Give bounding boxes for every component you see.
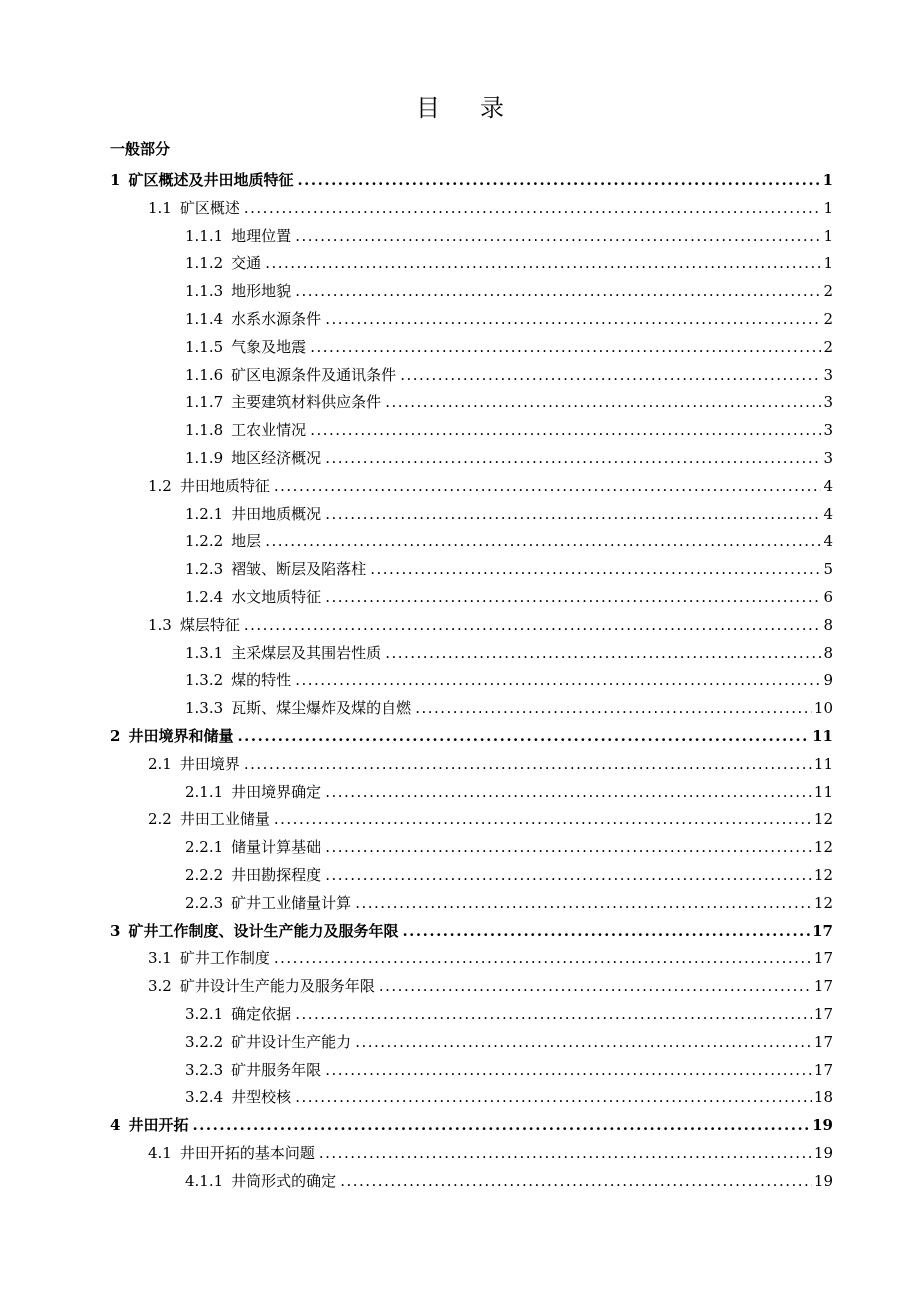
toc-entry-label: 矿井设计生产能力 (231, 1032, 352, 1051)
toc-entry-number: 1.3.1 (185, 643, 224, 662)
toc-entry-label: 井型校核 (231, 1088, 292, 1107)
toc-entry-page: 11 (813, 782, 833, 801)
toc-entry-page: 19 (812, 1116, 833, 1135)
toc-entry[interactable] (148, 944, 833, 972)
toc-leader-dots (355, 1032, 812, 1052)
toc-entry-number: 2 (110, 727, 121, 745)
toc-entry[interactable] (185, 1056, 833, 1084)
toc-entry-page: 4 (823, 532, 833, 551)
toc-entry-label: 矿井工作制度 (179, 949, 270, 968)
toc-entry[interactable] (185, 694, 833, 722)
toc-entry-label: 地理位置 (231, 226, 292, 245)
toc-entry-page: 17 (813, 1060, 833, 1079)
toc-entry[interactable] (185, 527, 833, 555)
toc-entry[interactable] (185, 833, 833, 861)
toc-entry-label: 确定依据 (231, 1005, 292, 1023)
toc-entry-label: 矿井工作制度、设计生产能力及服务年限 (128, 921, 399, 940)
toc-entry-page: 8 (823, 643, 833, 662)
toc-entry-page: 19 (813, 1171, 833, 1190)
toc-entry-page: 17 (813, 977, 833, 996)
toc-entry-number: 1.2.2 (185, 532, 224, 551)
toc-entry-number: 1.1.4 (185, 310, 224, 328)
toc-entry-label: 井田开拓的基本问题 (179, 1144, 315, 1162)
toc-entry-label: 井田境界确定 (231, 782, 322, 801)
toc-leader-dots (295, 1004, 812, 1024)
toc-leader-dots (340, 1171, 812, 1191)
toc-entry-label: 地形地貌 (231, 282, 292, 301)
toc-entry-page: 3 (823, 449, 833, 467)
toc-entry-page: 19 (813, 1144, 833, 1162)
toc-entry-number: 1.1.7 (185, 393, 224, 412)
toc-entry-number: 3.1 (148, 949, 172, 968)
toc-entry-page: 10 (813, 699, 833, 718)
toc-entry-number: 1.1.8 (185, 421, 224, 440)
toc-entry-page: 12 (813, 838, 833, 857)
toc-entry-number: 1.3.2 (185, 671, 224, 690)
toc-entry[interactable] (185, 861, 833, 889)
toc-entry-number: 3 (110, 921, 121, 940)
toc-entry-number: 2.2 (148, 810, 172, 829)
toc-entry[interactable] (185, 416, 833, 444)
toc-entry-number: 1.2 (148, 476, 172, 495)
toc-leader-dots (325, 309, 821, 329)
toc-entry-page: 11 (813, 754, 833, 773)
toc-leader-dots (295, 670, 821, 690)
toc-entry[interactable] (185, 1167, 833, 1195)
toc-entry-page: 1 (822, 171, 833, 189)
toc-leader-dots (415, 698, 812, 718)
toc-leader-dots (244, 754, 812, 774)
toc-entry-label: 地层 (231, 532, 262, 551)
toc-entry[interactable] (185, 555, 833, 583)
toc-entry[interactable] (185, 388, 833, 416)
toc-entry-number: 3.2.2 (185, 1032, 224, 1051)
toc-leader-dots (295, 226, 821, 246)
toc-entry-number: 1 (110, 171, 121, 189)
toc-entry-number: 4.1 (148, 1144, 172, 1162)
toc-entry-number: 1.2.4 (185, 588, 224, 606)
toc-entry[interactable] (110, 166, 833, 194)
toc-entry-label: 井田开拓 (128, 1116, 189, 1135)
toc-entry[interactable] (185, 583, 833, 611)
toc-entry-page: 17 (813, 1032, 833, 1051)
toc-leader-dots (310, 337, 821, 357)
toc-entry-page: 1 (823, 198, 833, 217)
toc-entry-page: 2 (823, 310, 833, 328)
toc-entry-number: 2.2.1 (185, 838, 224, 857)
toc-entry-page: 17 (813, 949, 833, 968)
toc-leader-dots (325, 587, 821, 607)
toc-entry-label: 矿井工业储量计算 (231, 893, 352, 912)
toc-entry-page: 17 (813, 1005, 833, 1023)
toc-leader-dots (325, 448, 821, 468)
toc-entry-number: 4 (110, 1116, 121, 1135)
toc-leader-dots (325, 1060, 812, 1080)
toc-leader-dots (297, 170, 820, 190)
toc-entry-page: 17 (812, 921, 833, 940)
toc-entry-number: 2.1.1 (185, 782, 224, 801)
toc-entry-page: 1 (823, 226, 833, 245)
toc-entry-number: 2.2.2 (185, 866, 224, 884)
toc-entry-label: 瓦斯、煤尘爆炸及煤的自燃 (231, 699, 412, 718)
toc-leader-dots (400, 365, 821, 385)
toc-entry-label: 井筒形式的确定 (231, 1171, 337, 1190)
toc-entry[interactable] (185, 666, 833, 694)
toc-entry-number: 1.2.1 (185, 504, 224, 523)
toc-entry-page: 2 (823, 282, 833, 301)
toc-leader-dots (325, 837, 812, 857)
toc-leader-dots (355, 893, 812, 913)
toc-entry-label: 矿区概述 (179, 198, 240, 217)
toc-entry-number: 1.1.2 (185, 254, 224, 273)
toc-entry-page: 3 (823, 393, 833, 412)
toc-entry[interactable] (148, 611, 833, 639)
toc-entry-number: 1.3.3 (185, 699, 224, 718)
toc-entry[interactable] (110, 722, 833, 750)
toc-entry[interactable] (148, 472, 833, 500)
toc-leader-dots (310, 420, 821, 440)
toc-entry[interactable] (185, 1028, 833, 1056)
toc-entry-label: 煤的特性 (231, 671, 292, 690)
toc-entry-number: 3.2.1 (185, 1005, 224, 1023)
toc-entry[interactable] (185, 305, 833, 333)
toc-entry[interactable] (148, 1139, 833, 1167)
toc-entry-page: 9 (823, 671, 833, 690)
toc-leader-dots (265, 253, 821, 273)
toc-entry-page: 11 (812, 727, 833, 745)
toc-entry[interactable] (185, 1000, 833, 1028)
toc-entry-label: 主要建筑材料供应条件 (231, 393, 382, 412)
toc-entry-label: 矿井服务年限 (231, 1060, 322, 1079)
toc-entry-page: 5 (823, 560, 833, 579)
toc-entry[interactable] (185, 1083, 833, 1111)
toc-entry-label: 地区经济概况 (231, 449, 322, 467)
toc-entry[interactable] (148, 805, 833, 833)
toc-entry-number: 2.2.3 (185, 893, 224, 912)
toc-leader-dots (244, 615, 822, 635)
toc-leader-dots (192, 1115, 810, 1135)
toc-entry-label: 矿区概述及井田地质特征 (128, 171, 294, 189)
toc-entry[interactable] (185, 500, 833, 528)
toc-entry-label: 矿井设计生产能力及服务年限 (179, 977, 375, 996)
toc-entry-number: 1.1.9 (185, 449, 224, 467)
toc-entry-number: 1.1.5 (185, 337, 224, 356)
toc-entry-label: 矿区电源条件及通讯条件 (231, 365, 397, 384)
toc-leader-dots (402, 921, 810, 941)
toc-entry-label: 井田境界 (179, 754, 240, 773)
toc-leader-dots (379, 976, 812, 996)
toc-entry[interactable] (148, 194, 833, 222)
toc-leader-dots (370, 559, 821, 579)
toc-entry-page: 12 (813, 810, 833, 829)
toc-entry[interactable] (185, 361, 833, 389)
toc-leader-dots (274, 809, 812, 829)
toc-leader-dots (385, 392, 821, 412)
toc-leader-dots (237, 726, 810, 746)
toc-leader-dots (265, 531, 821, 551)
toc-entry[interactable] (185, 889, 833, 917)
toc-entry-page: 4 (823, 476, 833, 495)
toc-entry[interactable] (185, 333, 833, 361)
toc-entry[interactable] (185, 222, 833, 250)
toc-leader-dots (325, 504, 821, 524)
toc-entry-page: 1 (823, 254, 833, 273)
toc-entry-label: 井田境界和储量 (128, 727, 234, 745)
toc-entry-label: 水文地质特征 (231, 588, 322, 606)
toc-entry-number: 1.3 (148, 615, 172, 634)
toc-entry-label: 井田地质特征 (179, 476, 270, 495)
toc-entry-label: 井田勘探程度 (231, 866, 322, 884)
toc-entry-page: 3 (823, 421, 833, 440)
toc-entry-page: 2 (823, 337, 833, 356)
toc-entry-page: 18 (813, 1088, 833, 1107)
toc-entry-number: 1.1 (148, 198, 172, 217)
toc-entry-label: 煤层特征 (179, 615, 240, 634)
toc-entry-number: 1.2.3 (185, 560, 224, 579)
toc-entry-label: 主采煤层及其围岩性质 (231, 643, 382, 662)
toc-entry-page: 8 (823, 615, 833, 634)
toc-leader-dots (295, 281, 821, 301)
toc-entry-label: 工农业情况 (231, 421, 307, 440)
toc-entry-page: 12 (813, 893, 833, 912)
toc-entry-page: 12 (813, 866, 833, 884)
toc-entry[interactable] (185, 778, 833, 806)
toc-entry[interactable] (110, 917, 833, 945)
toc-leader-dots (319, 1143, 812, 1163)
toc-entry[interactable] (148, 972, 833, 1000)
toc-entry-number: 1.1.6 (185, 365, 224, 384)
toc-entry-number: 3.2.3 (185, 1060, 224, 1079)
toc-entry-page: 3 (823, 365, 833, 384)
toc-entry[interactable] (185, 639, 833, 667)
toc-entry[interactable] (110, 1111, 833, 1139)
toc-entry[interactable] (185, 277, 833, 305)
page-title: 目录 (416, 94, 544, 122)
toc-entry[interactable] (185, 249, 833, 277)
toc-entry-label: 储量计算基础 (231, 838, 322, 857)
toc-leader-dots (295, 1087, 812, 1107)
toc-entry-number: 4.1.1 (185, 1171, 224, 1190)
toc-leader-dots (325, 865, 812, 885)
toc-entry-label: 井田地质概况 (231, 504, 322, 523)
toc-entry-number: 3.2.4 (185, 1088, 224, 1107)
toc-entry-number: 1.1.3 (185, 282, 224, 301)
toc-leader-dots (274, 476, 822, 496)
toc-leader-dots (274, 948, 812, 968)
toc-leader-dots (385, 643, 821, 663)
toc-entry-page: 6 (823, 588, 833, 606)
toc-entry-label: 水系水源条件 (231, 310, 322, 328)
toc-leader-dots (244, 198, 822, 218)
toc-leader-dots (325, 782, 812, 802)
toc-entry-number: 3.2 (148, 977, 172, 996)
section-header: 一般部分 (110, 140, 171, 158)
toc-entry-label: 井田工业储量 (179, 810, 270, 829)
toc-entry-label: 交通 (231, 254, 262, 273)
toc-entry[interactable] (148, 750, 833, 778)
toc-entry-label: 褶皱、断层及陷落柱 (231, 560, 367, 579)
toc-entry-number: 2.1 (148, 754, 172, 773)
toc-entry-label: 气象及地震 (231, 337, 307, 356)
toc-entry-number: 1.1.1 (185, 226, 224, 245)
toc-entry[interactable] (185, 444, 833, 472)
toc-entry-page: 4 (823, 504, 833, 523)
